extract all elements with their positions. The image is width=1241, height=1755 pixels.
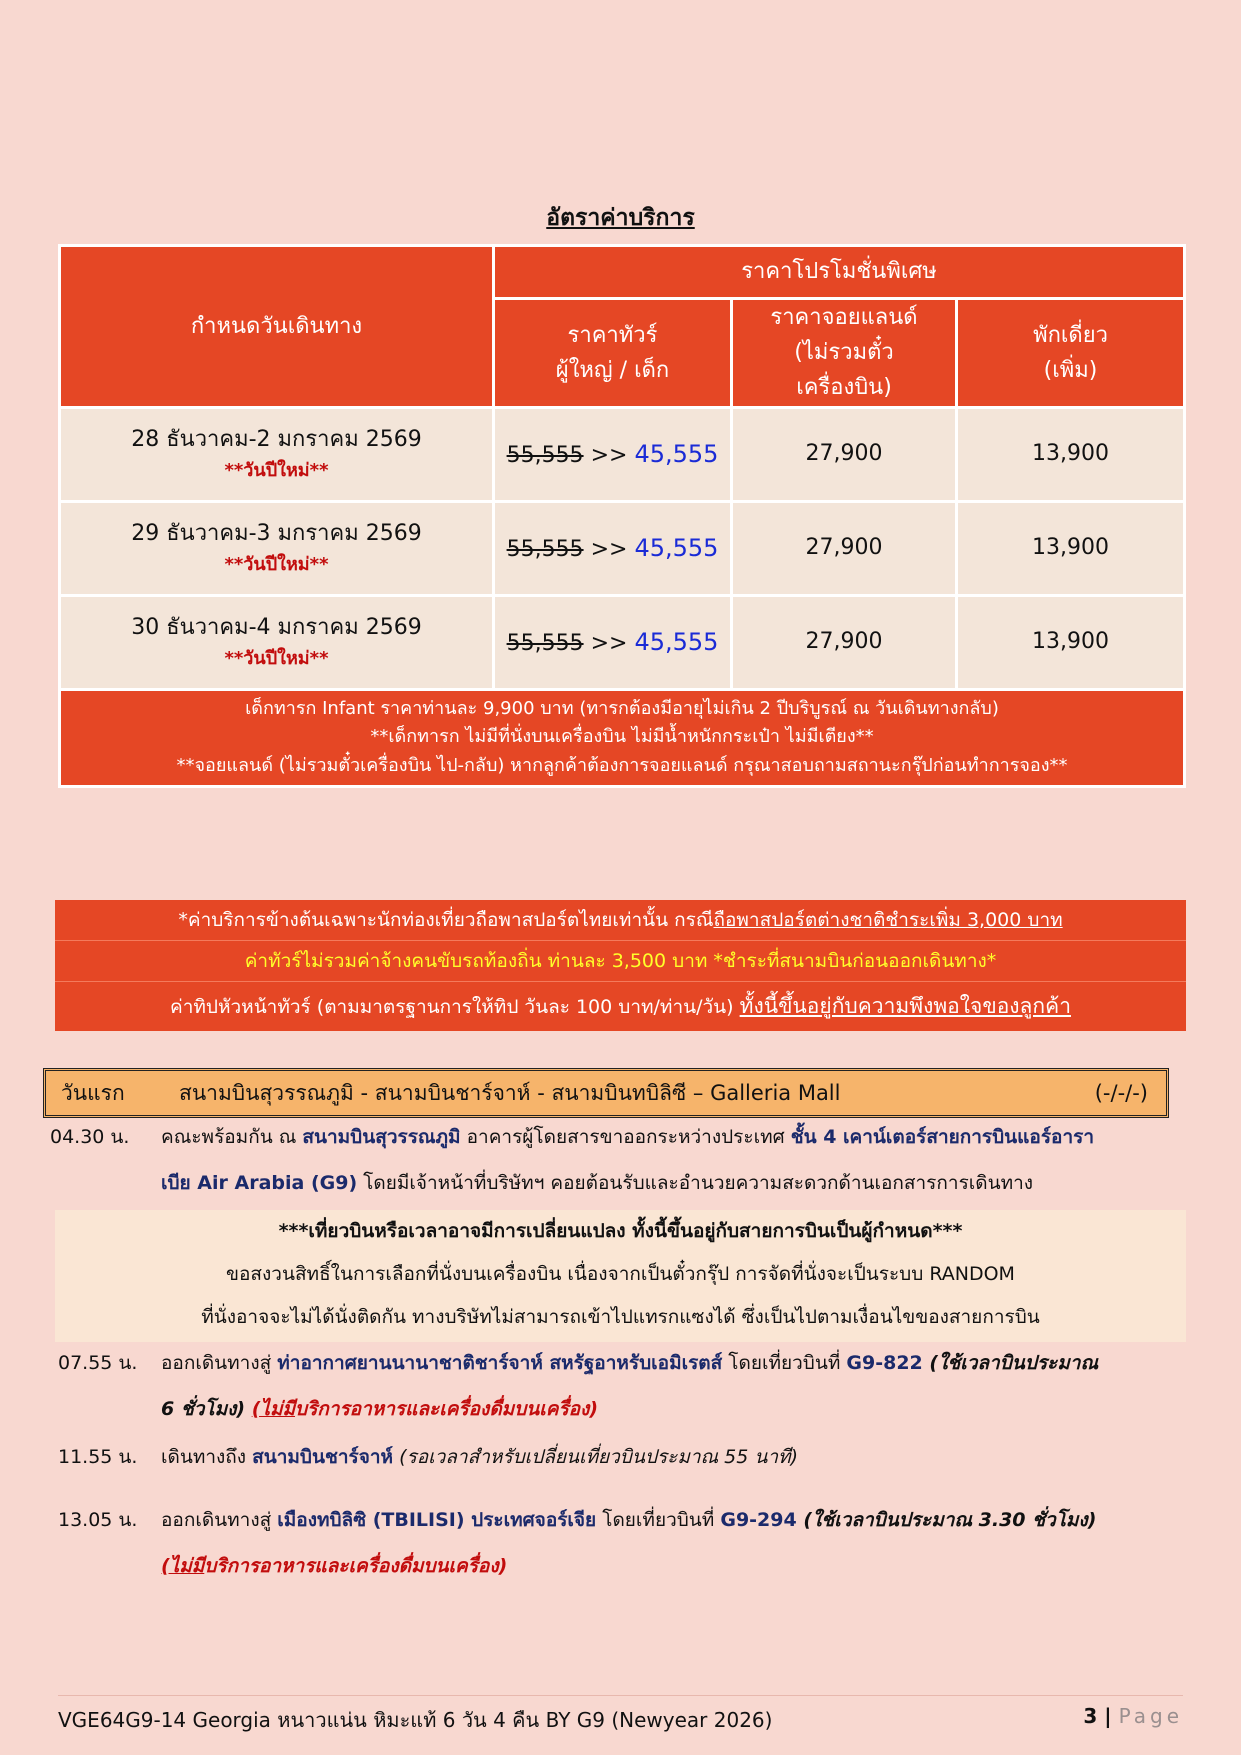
tour-price-cell: 55,555 >> 45,555 xyxy=(494,501,732,595)
item-time: 13.05 น. xyxy=(58,1509,138,1531)
new-price: 45,555 xyxy=(634,627,719,656)
table-row xyxy=(60,595,1185,689)
travel-date-cell: 30 ธันวาคม-4 มกราคม 2569 **วันปีใหม่** xyxy=(60,595,494,689)
item-text: เดินทางถึง สนามบินชาร์จาห์ (รอเวลาสำหรับเปลี่ยนเที่ยวบินประมาณ 55 นาที) xyxy=(161,1446,798,1468)
page-number: 3 | Page xyxy=(1083,1704,1183,1728)
old-price: 55,555 xyxy=(506,442,584,468)
single-room-cell: 13,900 xyxy=(957,407,1185,501)
day-route: สนามบินสุวรรณภูมิ - สนามบินชาร์จาห์ - สนามบินทบิลิซี – Galleria Mall xyxy=(179,1080,841,1105)
header-joinland-price: ราคาจอยแลนด์ (ไม่รวมตั๋ว เครื่องบิน) xyxy=(732,299,957,408)
new-price: 45,555 xyxy=(634,533,719,562)
day-meals: (-/-/-) xyxy=(1094,1081,1148,1105)
item-time: 11.55 น. xyxy=(58,1446,138,1468)
driver-fee-condition: ค่าทัวร์ไม่รวมค่าจ้างคนขับรถท้องถิ่น ท่านละ 3,500 บาท *ชำระที่สนามบินก่อนออกเดินทาง* xyxy=(55,941,1186,982)
single-room-cell: 13,900 xyxy=(957,595,1185,689)
item-time: 07.55 น. xyxy=(58,1352,138,1374)
conditions-box xyxy=(55,900,1186,1031)
joinland-price-cell: 27,900 xyxy=(732,595,957,689)
document-code: VGE64G9-14 Georgia หนาวแน่น หิมะแท้ 6 วัน 4 คืน BY G9 (Newyear 2026) xyxy=(58,1708,773,1732)
item-text: ออกเดินทางสู่ ท่าอากาศยานนานาชาติชาร์จาห์ สหรัฐอาหรับเอมิเรตส์ โดยเที่ยวบินที่ G9-822 (ใช้เวลาบินประมาณ 6 ชั่วโมง) (ไม่มีบริการอาหารและเครื่องดื่มบนเครื่อง) xyxy=(161,1352,1099,1420)
travel-date-cell: 29 ธันวาคม-3 มกราคม 2569 **วันปีใหม่** xyxy=(60,501,494,595)
item-time: 04.30 น. xyxy=(50,1126,130,1148)
old-price: 55,555 xyxy=(506,536,584,562)
table-row xyxy=(60,501,1185,595)
joinland-price-cell: 27,900 xyxy=(732,501,957,595)
tour-price-cell: 55,555 >> 45,555 xyxy=(494,407,732,501)
table-row xyxy=(60,407,1185,501)
page-footer xyxy=(58,1695,1183,1736)
header-promo: ราคาโปรโมชั่นพิเศษ xyxy=(494,246,1185,299)
single-room-cell: 13,900 xyxy=(957,501,1185,595)
travel-date-cell: 28 ธันวาคม-2 มกราคม 2569 **วันปีใหม่** xyxy=(60,407,494,501)
old-price: 55,555 xyxy=(506,630,584,656)
joinland-price-cell: 27,900 xyxy=(732,407,957,501)
item-text: คณะพร้อมกัน ณ สนามบินสุวรรณภูมิ อาคารผู้โดยสารขาออกระหว่างประเทศ ชั้น 4 เคาน์เตอร์สายการบินแอร์อารา เบีย Air Arabia (G9) โดยมีเจ้าหน้าที่บริษัทฯ คอยต้อนรับและอำนวยความสะดวกด้านเอกสารการเดินทาง xyxy=(161,1126,1094,1194)
price-table xyxy=(58,244,1186,788)
header-tour-price: ราคาทัวร์ ผู้ใหญ่ / เด็ก xyxy=(494,299,732,408)
header-date: กำหนดวันเดินทาง xyxy=(60,246,494,408)
flight-notice: ***เที่ยวบินหรือเวลาอาจมีการเปลี่ยนแปลง ทั้งนี้ขึ้นอยู่กับสายการบินเป็นผู้กำหนด*** ขอสงวนสิทธิ์ในการเลือกที่นั่งบนเครื่องบิน เนื่องจากเป็นตั๋วกรุ๊ป การจัดที่นั่งจะเป็นระบบ RANDOM ที่นั่งอาจจะไม่ได้นั่งติดกัน ทางบริษัทไม่สามารถเข้าไปแทรกแซงได้ ซึ่งเป็นไปตามเงื่อนไขของสายการบิน xyxy=(55,1210,1186,1342)
passport-condition: *ค่าบริการข้างต้นเฉพาะนักท่องเที่ยวถือพาสปอร์ตไทยเท่านั้น กรณีถือพาสปอร์ตต่างชาติชำระเพิ่ม 3,000 บาท xyxy=(55,900,1186,941)
header-single-room: พักเดี่ยว (เพิ่ม) xyxy=(957,299,1185,408)
infant-notes: เด็กทารก Infant ราคาท่านละ 9,900 บาท (ทารกต้องมีอายุไม่เกิน 2 ปีบริบูรณ์ ณ วันเดินทางกลับ) **เด็กทารก ไม่มีที่นั่งบนเครื่องบิน ไม่มีน้ำหนักกระเป๋า ไม่มีเตียง** **จอยแลนด์ (ไม่รวมตั๋วเครื่องบิน ไป-กลับ) หากลูกค้าต้องการจอยแลนด์ กรุณาสอบถามสถานะกรุ๊ปก่อนทำการจอง** xyxy=(60,689,1185,786)
item-text: ออกเดินทางสู่ เมืองทบิลิซิ (TBILISI) ประเทศจอร์เจีย โดยเที่ยวบินที่ G9-294 (ใช้เวลาบินประมาณ 3.30 ชั่วโมง) (ไม่มีบริการอาหารและเครื่องดื่มบนเครื่อง) xyxy=(161,1509,1097,1577)
tour-price-cell: 55,555 >> 45,555 xyxy=(494,595,732,689)
tip-condition: ค่าทิปหัวหน้าทัวร์ (ตามมาตรฐานการให้ทิป วันละ 100 บาท/ท่าน/วัน) ทั้งนี้ขึ้นอยู่กับความพึงพอใจของลูกค้า xyxy=(170,994,1071,1018)
day-header xyxy=(43,1068,1169,1118)
new-price: 45,555 xyxy=(634,439,719,468)
page-title: อัตราค่าบริการ xyxy=(546,205,695,231)
day-label: วันแรก xyxy=(61,1080,125,1105)
